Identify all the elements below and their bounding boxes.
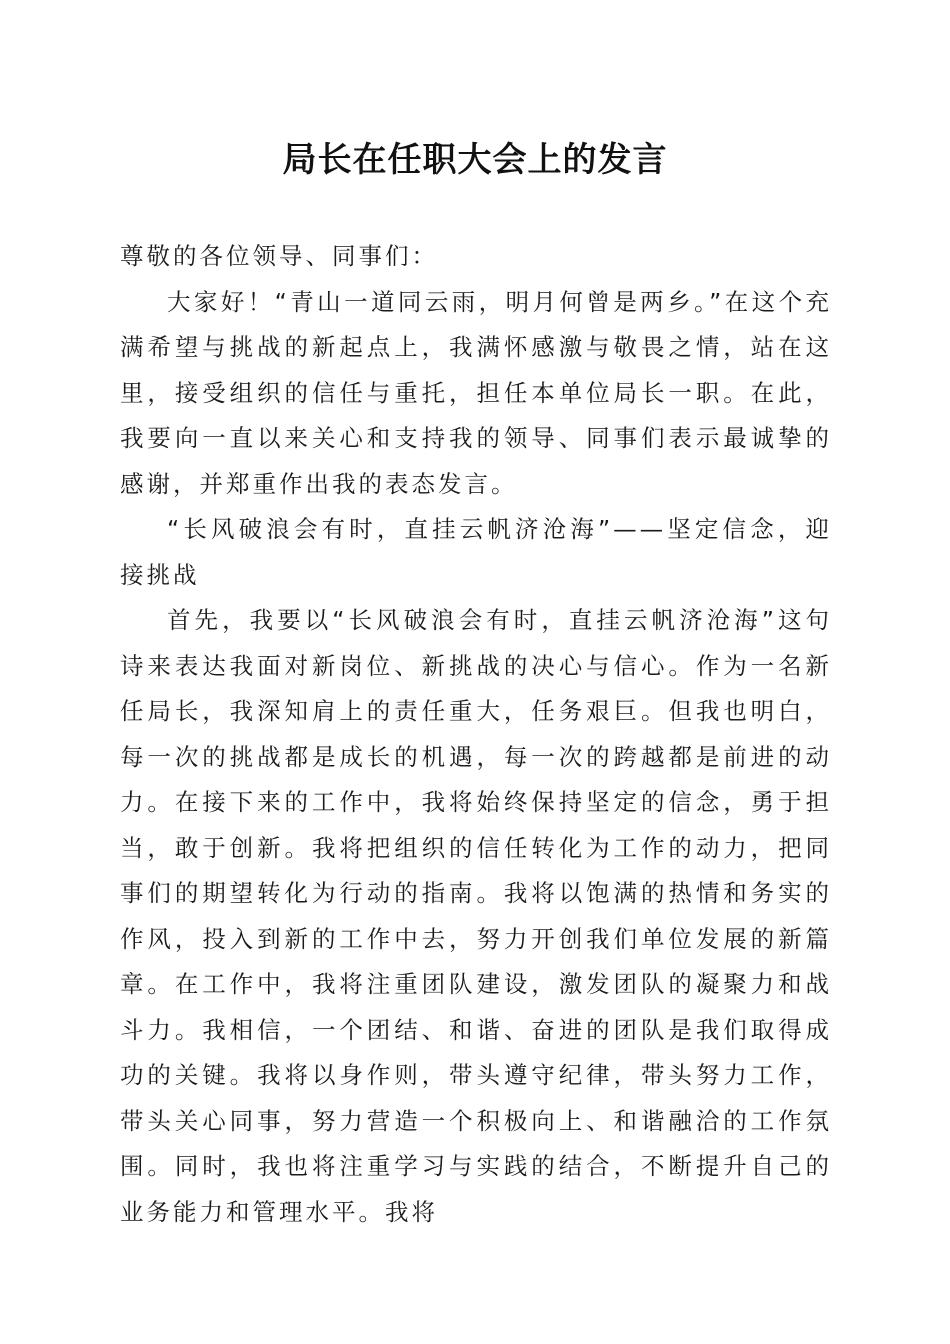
page-title: 局长在任职大会上的发言	[282, 140, 668, 180]
paragraph-greeting: 大家好！“青山一道同云雨，明月何曾是两乡。”在这个充满希望与挑战的新起点上，我满怀感激与敬畏之情，站在这里，接受组织的信任与重托，担任本单位局长一职。在此，我要向一直以来关心和支持我的领导、同事们表示最诚挚的感谢，并郑重作出我的表态发言。	[120, 287, 832, 498]
document-body	[120, 234, 832, 1235]
paragraph-main: 首先，我要以“长风破浪会有时，直挂云帆济沧海”这句诗来表达我面对新岗位、新挑战的决心与信心。作为一名新任局长，我深知肩上的责任重大，任务艰巨。但我也明白，每一次的挑战都是成长的机遇，每一次的跨越都是前进的动力。在接下来的工作中，我将始终保持坚定的信念，勇于担当，敢于创新。我将把组织的信任转化为工作的动力，把同事们的期望转化为行动的指南。我将以饱满的热情和务实的作风，投入到新的工作中去，努力开创我们单位发展的新篇章。在工作中，我将注重团队建设，激发团队的凝聚力和战斗力。我相信，一个团结、和谐、奋进的团队是我们取得成功的关键。我将以身作则，带头遵守纪律，带头努力工作，带头关心同事，努力营造一个积极向上、和谐融洽的工作氛围。同时，我也将注重学习与实践的结合，不断提升自己的业务能力和管理水平。我将	[120, 606, 832, 1226]
section-heading: “长风破浪会有时，直挂云帆济沧海”——坚定信念，迎接挑战	[120, 515, 832, 589]
salutation: 尊敬的各位领导、同事们：	[120, 242, 438, 270]
